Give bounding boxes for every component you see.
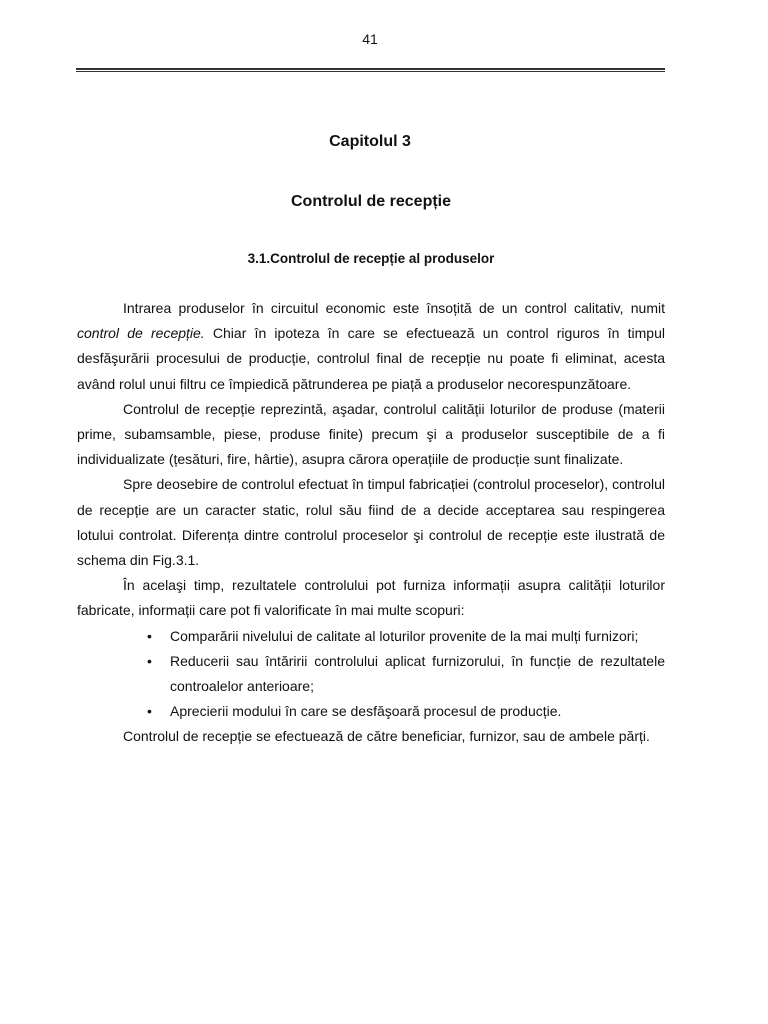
bullet-item [147,649,665,699]
paragraph-3: Spre deosebire de controlul efectuat în timpul fabricației (controlul proceselor), controlul de recepție are un caracter static, rolul său fiind de a decide acceptarea sau respingerea lotului controlat. Diferența dintre controlul proceselor şi controlul de recepție este ilustrată de schema din Fig.3.1. [77,476,665,569]
bullet-icon: • [147,652,152,669]
bullet-icon: • [147,627,152,644]
bullet-text: Aprecierii modului în care se desfăşoară procesul de producție. [170,703,562,720]
bullet-list [77,624,665,725]
paragraph-2: Controlul de recepție reprezintă, aşadar, controlul calității loturilor de produse (materii prime, subamsamble, piese, produse finite) precum şi a produselor susceptibile de a fi individualizate (țesături, fire, hârtie), asupra cărora operațiile de producție sunt finalizate. [77,400,665,468]
chapter-title: Controlul de recepție [290,193,452,210]
paragraph-1 [77,296,665,397]
section-heading: 3.1.Controlul de recepție al produselor [247,251,495,266]
paragraph-5: Controlul de recepție se efectuează de către beneficiar, furnizor, sau de ambele părți. [123,728,650,745]
header-rule-thin [76,71,665,72]
header-rule-thick [76,68,665,70]
page-number: 41 [362,31,378,47]
bullet-text: Comparării nivelului de calitate al loturilor provenite de la mai mulți furnizori; [170,627,639,644]
paragraph-1-part-a: Intrarea produselor în circuitul economic este însoțită de un control calitativ, numit [123,300,665,316]
bullet-text: Reducerii sau întăririi controlului aplicat furnizorului, în funcție de rezultatele controalelor anterioare; [170,652,665,695]
bullet-item [147,624,665,649]
paragraph-1-part-b: Chiar în ipoteza în care se efectuează un control riguros în timpul desfăşurării procesului de producție, controlul final de recepție nu poate fi eliminat, acesta având rolul unui filtru ce împiedică pătrunderea pe piață a produselor necorespunzătoare. [77,325,665,392]
paragraph-1-italic-term: control de recepție. [77,325,205,342]
bullet-icon: • [147,703,152,720]
body-text [77,296,665,750]
chapter-heading: Capitolul 3 [329,133,411,150]
bullet-item [147,699,665,724]
paragraph-4: În acelaşi timp, rezultatele controlului pot furniza informații asupra calității loturilor fabricate, informații care pot fi valorificate în mai multe scopuri: [77,577,665,619]
